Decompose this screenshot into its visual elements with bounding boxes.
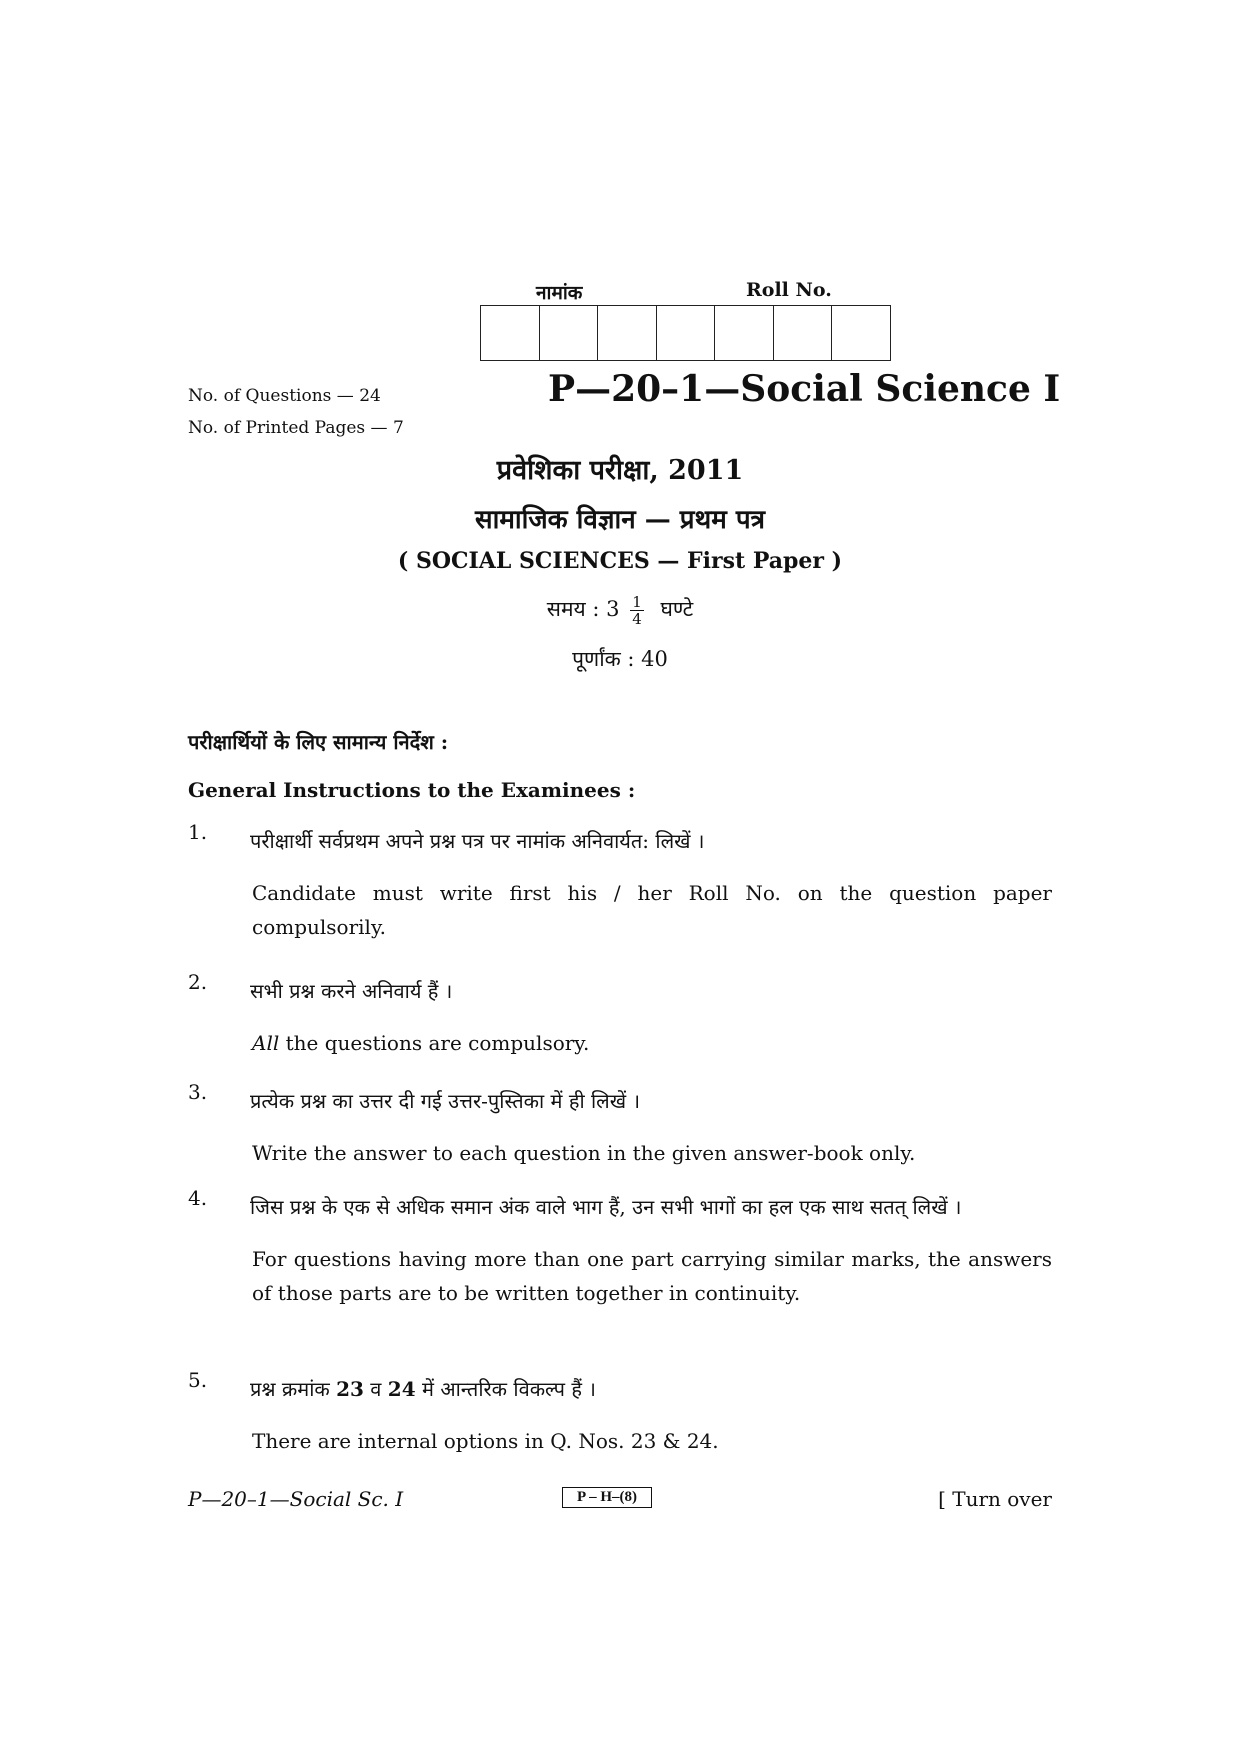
roll-number-boxes [480,305,891,361]
instruction-hindi-part: प्रश्न क्रमांक [250,1377,337,1401]
time-label: समय : 3 [546,597,620,621]
instruction-english-text: the questions are compulsory. [279,1031,590,1055]
instructions-heading-hindi: परीक्षार्थियों के लिए सामान्य निर्देश : [188,730,449,754]
roll-digit-box[interactable] [656,305,716,361]
page-footer [188,1487,1052,1517]
instruction-number: 3. [188,1080,208,1104]
instruction-item [188,970,1052,1060]
page-count: No. of Printed Pages — 7 [188,418,404,438]
instruction-english: Write the answer to each question in the given answer-book only. [252,1141,916,1165]
question-number-bold: 24 [387,1377,416,1401]
instruction-emphasis: All [252,1031,280,1055]
max-marks: पूर्णांक : 40 [572,647,668,671]
instruction-hindi-part: व [363,1377,388,1401]
time-unit: घण्टे [660,597,694,621]
subject-hindi: सामाजिक विज्ञान — प्रथम पत्र [475,505,765,535]
instruction-item [188,1186,1052,1310]
instruction-number: 5. [188,1368,208,1392]
time-allowed [0,594,1240,627]
instruction-hindi: सभी प्रश्न करने अनिवार्य हैं । [250,979,453,1003]
roll-digit-box[interactable] [597,305,657,361]
instruction-english: There are internal options in Q. Nos. 23 & 24. [252,1429,719,1453]
instruction-english: For questions having more than one part carrying similar marks, the answers of those parts are to be written together in continuity. [252,1247,1052,1305]
footer-set-code: P – H–(8) [562,1487,652,1508]
paper-code-title: P—20–1—Social Science I [548,368,1061,410]
instruction-hindi: परीक्षार्थी सर्वप्रथम अपने प्रश्न पत्र पर नामांक अनिवार्यत: लिखें । [250,829,705,853]
instruction-item [188,1080,1052,1170]
instructions-heading-english: General Instructions to the Examinees : [188,778,636,802]
fraction-numerator: 1 [632,593,642,611]
instruction-hindi: प्रत्येक प्रश्न का उत्तर दी गई उत्तर-पुस्तिका में ही लिखें । [250,1089,641,1113]
roll-digit-box[interactable] [773,305,833,361]
roll-digit-box[interactable] [539,305,599,361]
instruction-item [188,1368,1052,1458]
roll-label-hindi: नामांक [536,282,583,304]
question-count: No. of Questions — 24 [188,386,381,406]
fraction-denominator: 4 [632,610,642,628]
instruction-hindi-part: में आन्तरिक विकल्प हैं । [415,1377,596,1401]
time-fraction [630,594,644,627]
instruction-item [188,820,1052,944]
roll-label-english: Roll No. [746,279,832,301]
roll-digit-box[interactable] [831,305,891,361]
instruction-number: 4. [188,1186,208,1210]
footer-paper-code: P—20–1—Social Sc. I [188,1487,404,1511]
turn-over-note: [ Turn over [938,1487,1052,1511]
instruction-english: Candidate must write first his / her Roll No. on the question paper compulsorily. [252,881,1052,939]
exam-title: प्रवेशिका परीक्षा, 2011 [496,455,744,486]
roll-digit-box[interactable] [714,305,774,361]
roll-digit-box[interactable] [480,305,540,361]
instruction-number: 2. [188,970,208,994]
instruction-hindi [250,1368,1052,1410]
instruction-hindi: जिस प्रश्न के एक से अधिक समान अंक वाले भाग हैं, उन सभी भागों का हल एक साथ सतत् लिखें । [250,1195,962,1219]
subject-english: ( SOCIAL SCIENCES — First Paper ) [397,548,843,574]
question-number-bold: 23 [336,1377,364,1401]
instruction-number: 1. [188,820,208,844]
roll-labels [480,279,900,303]
instruction-english [252,1026,1052,1060]
